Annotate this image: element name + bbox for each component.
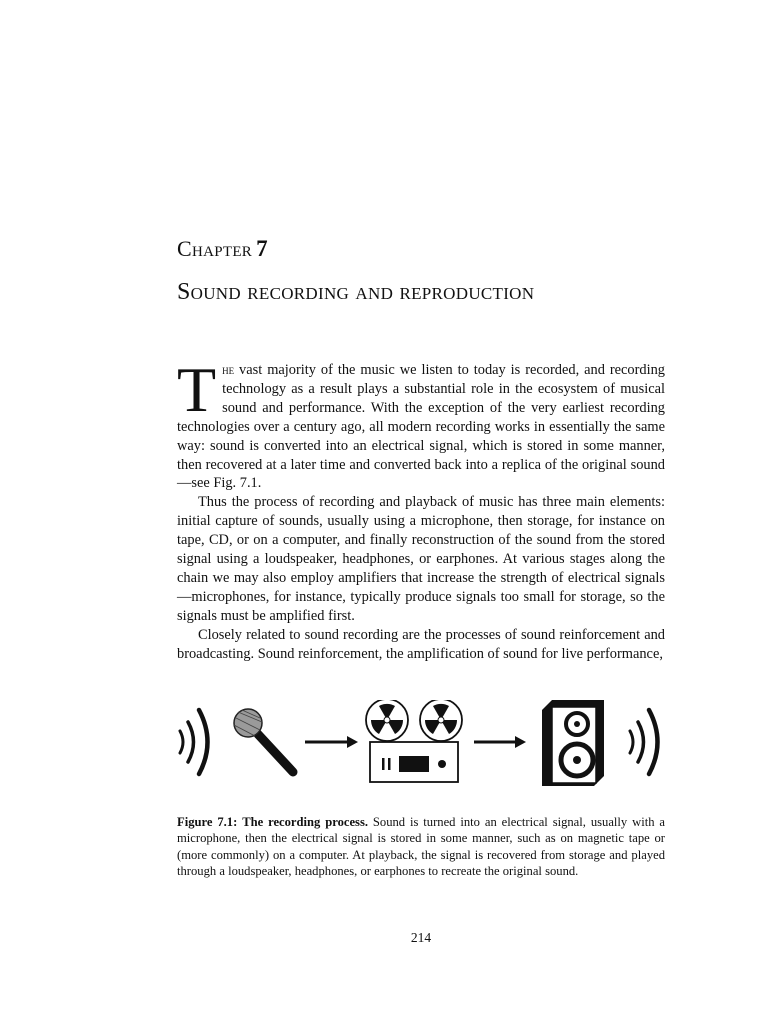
figure-recording-process (172, 700, 672, 790)
body-text (177, 354, 665, 664)
chapter-title: Sound recording and reproduction (177, 279, 535, 305)
paragraph-1-text: vast majority of the music we listen to today is recorded, and recording technology as a result plays a substantial role in the ecosystem of musical sound and performance. With the exception of the very earliest recording technologies over a century ago, all modern recording works in essentially the same way: sound is converted into an electrical signal, which is stored in some manner, then recovered at a later time and converted back into a replica of the original sound—see Fig. 7.1. (177, 362, 665, 492)
arrow-right-icon (305, 736, 358, 748)
loudspeaker-icon (542, 700, 604, 786)
microphone-icon (234, 709, 293, 772)
chapter-label (177, 236, 268, 262)
page-number: 214 (410, 930, 432, 945)
lead-small-caps: he (222, 362, 235, 377)
paragraph-2: Thus the process of recording and playback of music has three main elements: initial capture of sounds, usually using a microphone, then storage, for instance on tape, CD, or on a computer, and finally reconstruction of the sound from the stored signal using a loudspeaker, headphones, or earphones. At various stages along the chain we may also employ amplifiers that increase the strength of electrical signals—microphones, for instance, typically produce signals too small for storage, so the signals must be amplified first. (177, 494, 665, 624)
figure-illustration (172, 700, 672, 790)
chapter-number: 7 (256, 236, 268, 261)
sound-waves-icon (180, 710, 208, 774)
figure-caption-title: The recording process. (242, 815, 369, 829)
figure-caption-text: Sound is turned into an electrical signal, usually with a microphone, then the electrical signal is stored in some manner, such as on magnetic tape or (more commonly) on a computer. At playback, the signal is recovered from storage and played through a loudspeaker, headphones, or earphones to recreate the original sound. (177, 815, 665, 879)
paragraph-1 (177, 354, 665, 493)
drop-cap: T (177, 354, 217, 425)
arrow-right-icon (474, 736, 526, 748)
paragraph-3: Closely related to sound recording are the processes of sound reinforcement and broadcasting. Sound reinforcement, the amplification of sound for live performance, (177, 626, 665, 662)
figure-caption-label: Figure 7.1: (177, 815, 238, 829)
chapter-word: Chapter (177, 236, 253, 261)
reel-to-reel-tape-recorder-icon (366, 700, 462, 782)
figure-caption (177, 814, 665, 880)
sound-waves-icon (630, 710, 658, 774)
